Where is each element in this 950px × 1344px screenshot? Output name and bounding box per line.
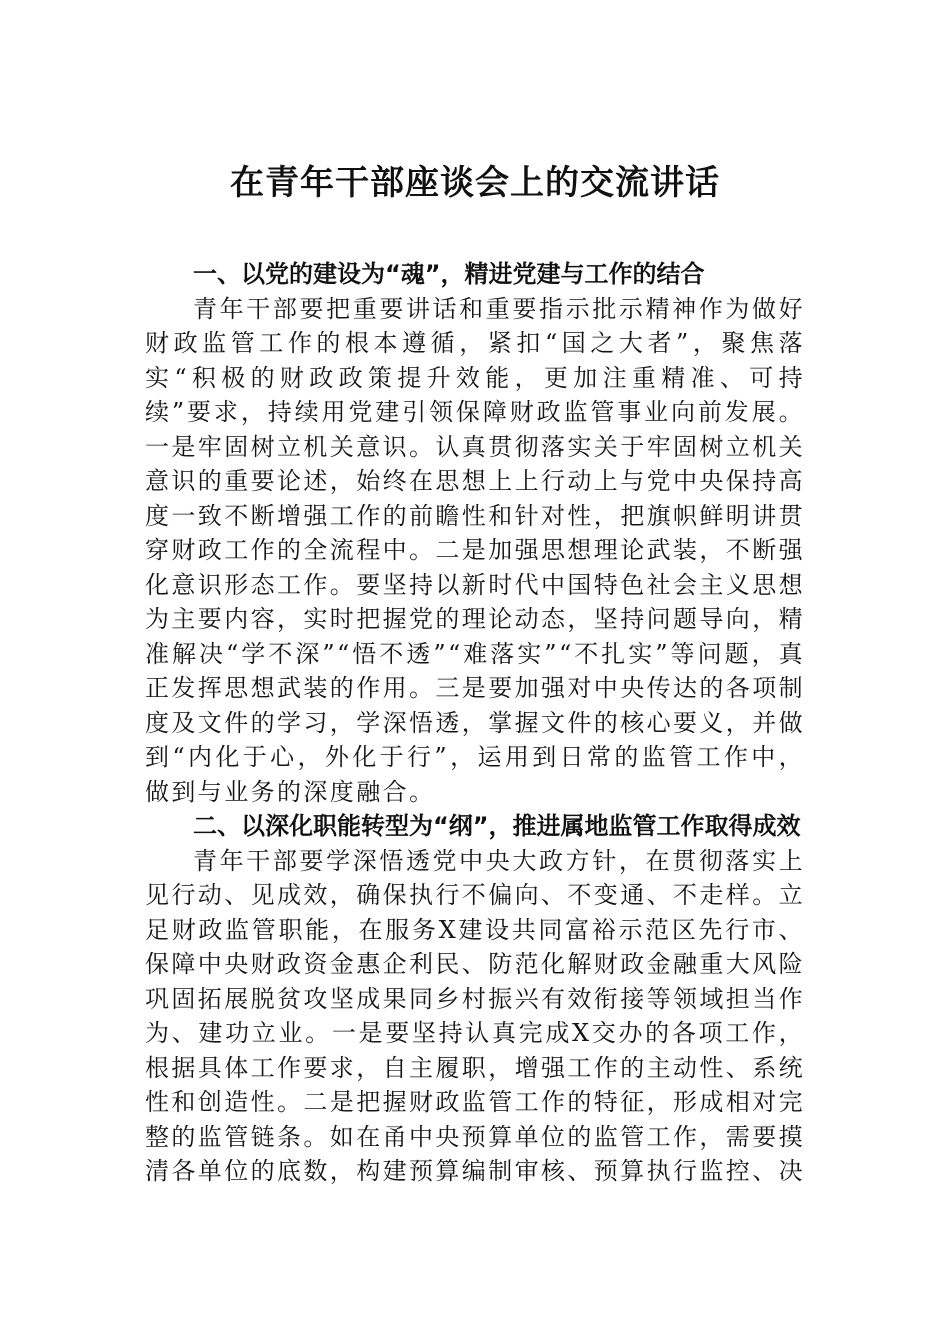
section-heading-2: 二、以深化职能转型为“纲”，推进属地监管工作取得成效	[193, 812, 801, 840]
section-paragraph-1: 青年干部要把重要讲话和重要指示批示精神作为做好财政监管工作的根本遵循，紧扣“国之大者”，聚焦落实“积极的财政政策提升效能，更加注重精准、可持续”要求，持续用党建引领保障财政监管事业向前发展。一是牢固树立机关意识。认真贯彻落实关于牢固树立机关意识的重要论述，始终在思想上上行动上与党中央保持高度一致不断增强工作的前瞻性和针对性，把旗帜鲜明讲贯穿财政工作的全流程中。二是加强思想理论武装，不断强化意识形态工作。要坚持以新时代中国特色社会主义思想为主要内容，实时把握党的理论动态，坚持问题导向，精准解决“学不深”“悟不透”“难落实”“不扎实”等问题，真正发挥思想武装的作用。三是要加强对中央传达的各项制度及文件的学习，学深悟透，掌握文件的核心要义，并做到“内化于心，外化于行”，运用到日常的监管工作中，做到与业务的深度融合。	[145, 294, 805, 806]
section-paragraph-2: 青年干部要学深悟透党中央大政方针，在贯彻落实上见行动、见成效，确保执行不偏向、不变通、不走样。立足财政监管职能，在服务X建设共同富裕示范区先行市、保障中央财政资金惠企利民、防范化解财政金融重大风险巩固拓展脱贫攻坚成果同乡村振兴有效衔接等领域担当作为、建功立业。一是要坚持认真完成X交办的各项工作，根据具体工作要求，自主履职，增强工作的主动性、系统性和创造性。二是把握财政监管工作的特征，形成相对完整的监管链条。如在甬中央预算单位的监管工作，需要摸清各单位的底数，构建预算编制审核、预算执行监控、决	[145, 846, 805, 1185]
document-title: 在青年干部座谈会上的交流讲话	[230, 163, 720, 203]
document-body	[145, 257, 805, 1189]
section-heading-1: 一、以党的建设为“魂”，精进党建与工作的结合	[193, 260, 705, 288]
